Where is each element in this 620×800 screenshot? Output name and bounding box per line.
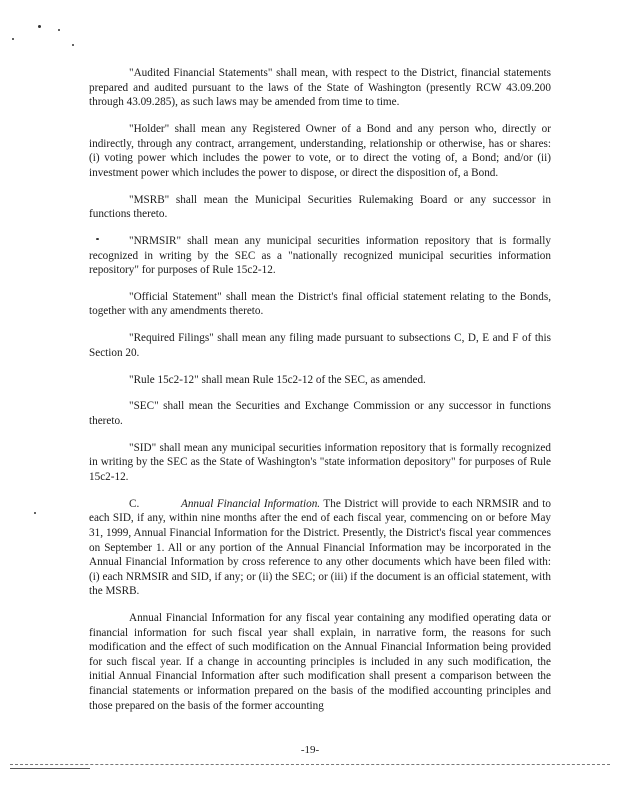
definition-rule-15c2-12: "Rule 15c2-12" shall mean Rule 15c2-12 of the SEC, as amended.	[129, 373, 426, 386]
definition-msrb: "MSRB" shall mean the Municipal Securities Rulemaking Board or any successor in functions thereto.	[89, 193, 551, 221]
section-c-paragraph	[89, 497, 551, 599]
footer-rule	[10, 764, 610, 765]
scan-artifact	[58, 29, 60, 31]
scan-artifact	[38, 25, 41, 28]
definition-holder: "Holder" shall mean any Registered Owner of a Bond and any person who, directly or indirectly, through any contract, arrangement, understanding, relationship or otherwise, has or shares: (i) voting power which includes the power to vote, or to direct the voting of, a Bond; and/or (ii) investment power which includes the power to dispose, or direct the disposition of, a Bond.	[89, 122, 551, 179]
section-c-text: The District will provide to each NRMSIR and to each SID, if any, within nine months after the end of each fiscal year, commencing on or before May 31, 1999, Annual Financial Information for the District. Presently, the District's fiscal year commences on September 1. All or any portion of the Annual Financial Information may be incorporated in the Annual Financial Information by cross reference to any other documents which have been filed with: (i) each NRMSIR and SID, if any; or (ii) the SEC; or (iii) if the document is an official statement, with the MSRB.	[89, 497, 551, 598]
definition-official-statement: "Official Statement" shall mean the District's final official statement relating to the Bonds, together with any amendments thereto.	[89, 290, 551, 318]
page-number: -19-	[300, 744, 320, 756]
scan-artifact	[72, 44, 74, 46]
scan-artifact	[34, 512, 36, 514]
scan-artifact	[12, 38, 14, 40]
footer-rule-short	[10, 768, 90, 769]
document-body	[89, 66, 551, 725]
definition-audited-financial-statements: "Audited Financial Statements" shall mean, with respect to the District, financial statements prepared and audited pursuant to the laws of the State of Washington (presently RCW 43.09.200 through 43.09.285), as such laws may be amended from time to time.	[89, 67, 551, 109]
section-c-heading: Annual Financial Information.	[181, 497, 321, 510]
modification-paragraph: Annual Financial Information for any fiscal year containing any modified operating data or financial information for such fiscal year shall explain, in narrative form, the reasons for such modification and the effect of such modification on the Annual Financial Information being provided for such fiscal year. If a change in accounting principles is included in any such modification, the initial Annual Financial Information after such modification shall present a comparison between the financial statements or information prepared on the basis of the modified accounting principles and those prepared on the basis of the former accounting	[89, 612, 551, 712]
definition-sec: "SEC" shall mean the Securities and Exchange Commission or any successor in functions thereto.	[89, 400, 551, 427]
definition-nrmsir: "NRMSIR" shall mean any municipal securities information repository that is formally recognized in writing by the SEC as a "nationally recognized municipal securities information repository" for purposes of Rule 15c2-12.	[89, 234, 551, 277]
section-c-label: C.	[129, 497, 140, 510]
definition-sid: "SID" shall mean any municipal securities information repository that is formally recognized in writing by the SEC as the State of Washington's "state information depository" for purposes of Rule 15c2-12.	[89, 441, 551, 483]
definition-required-filings: "Required Filings" shall mean any filing made pursuant to subsections C, D, E and F of this Section 20.	[89, 332, 551, 359]
